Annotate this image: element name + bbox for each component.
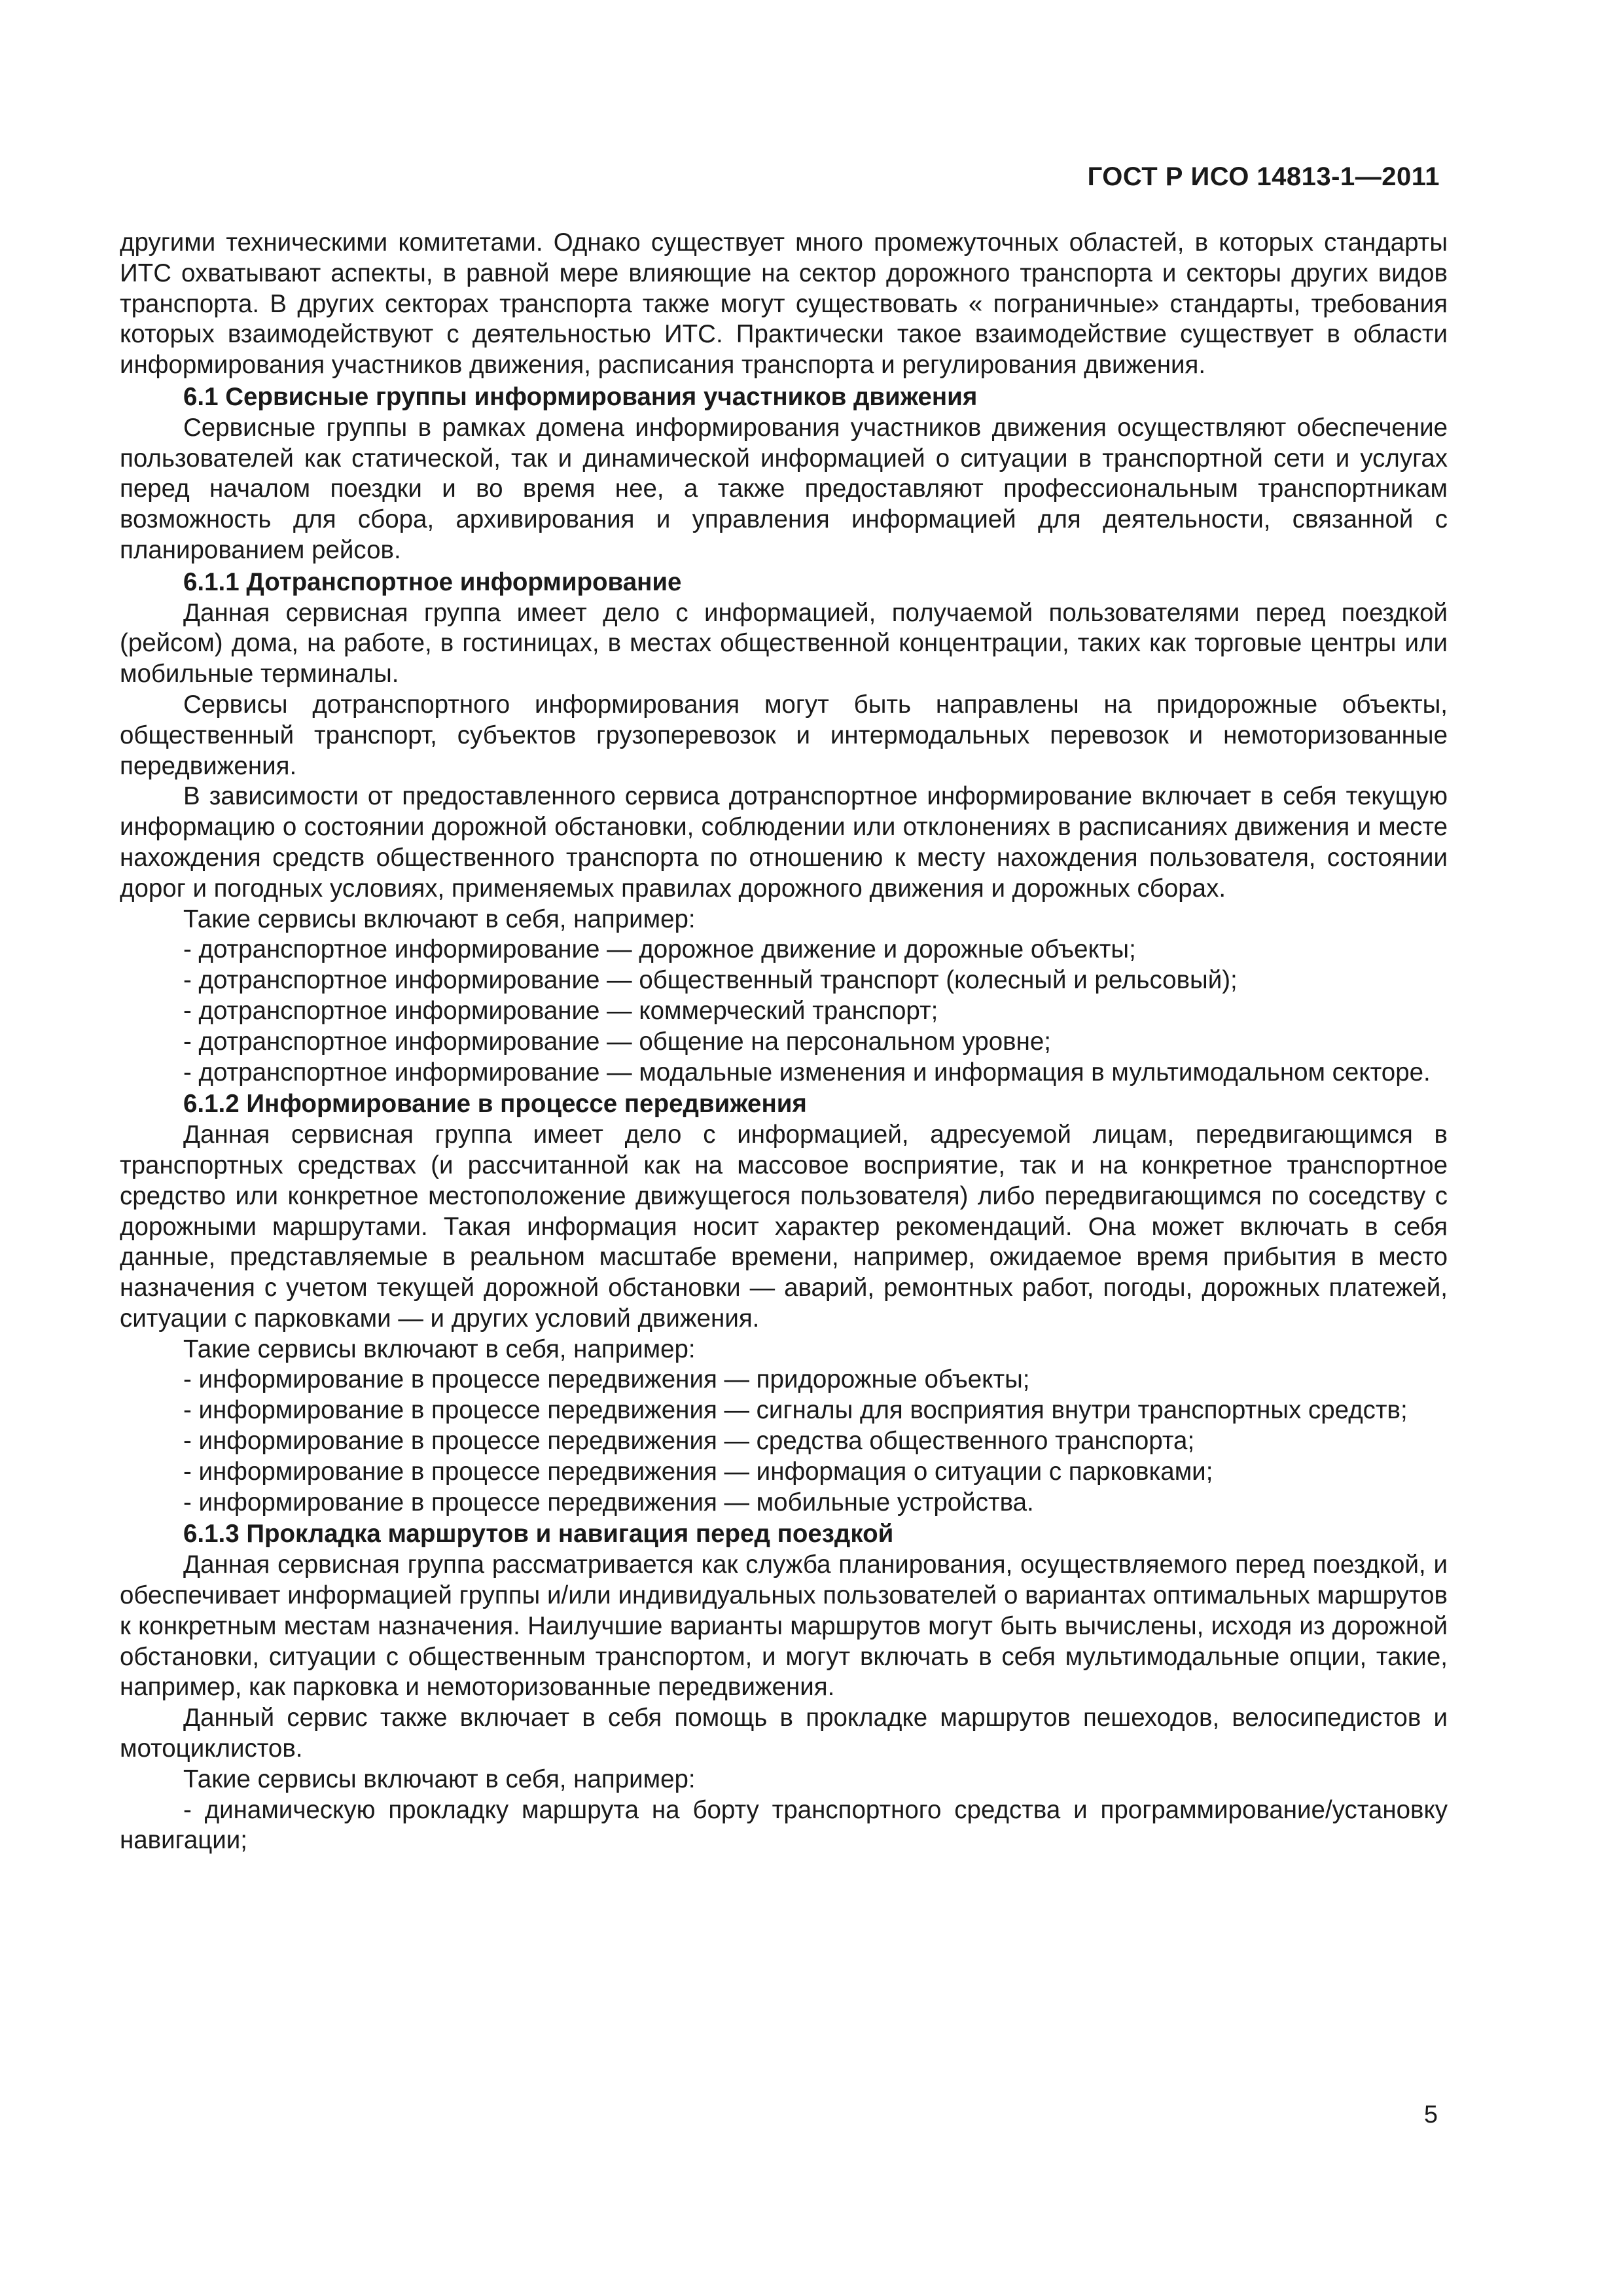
document-body — [120, 228, 1448, 1856]
list-item: - информирование в процессе передвижения — средства общественного транспорта; — [183, 1427, 1195, 1456]
list-item: - дотранспортное информирование — дорожное движение и дорожные объекты; — [183, 935, 1136, 964]
section-6-1-heading: 6.1 Сервисные группы информирования участников движения — [183, 382, 978, 411]
list-item: - динамическую прокладку маршрута на борту транспортного средства и программирование/установку навигации; — [120, 1795, 1448, 1855]
paragraph: Данный сервис также включает в себя помощь в прокладке маршрутов пешеходов, велосипедистов и мотоциклистов. — [120, 1704, 1448, 1763]
section-6-1-2-paragraph: Данная сервисная группа имеет дело с информацией, адресуемой лицам, передвигающимся в транспортных средствах (и рассчитанной как на массовое восприятие, так и на конкретное транспортное средство или конкретное местоположение движущегося пользователя) либо передвигающимся по соседству с дорожными маршрутами. Такая информация носит характер рекомендаций. Она может включать в себя данные, представляемые в реальном масштабе времени, например, ожидаемое время прибытия в место назначения с учетом текущей дорожной обстановки — аварий, ремонтных работ, погоды, дорожных платежей, ситуации с парковками — и других условий движения. — [120, 1121, 1448, 1333]
page-number: 5 — [1423, 2101, 1438, 2128]
list-item: - дотранспортное информирование — общение на персональном уровне; — [183, 1027, 1051, 1056]
paragraph: Данная сервисная группа рассматривается как служба планирования, осуществляемого перед поездкой, и обеспечивает информацией группы и/или индивидуальных пользователей о вариантах оптимальных маршрутов к конкретным местам назначения. Наилучшие варианты маршрутов могут быть вычислены, исходя из дорожной обстановки, ситуации с общественным транспортом, и могут включать в себя мультимодальные опции, такие, например, как парковка и немоторизованные передвижения. — [120, 1551, 1448, 1702]
paragraph: В зависимости от предоставленного сервиса дотранспортное информирование включает в себя текущую информацию о состоянии дорожной обстановки, соблюдении или отклонениях в расписаниях движения и месте нахождения средств общественного транспорта по отношению к месту нахождения пользователя, состоянии дорог и погодных условиях, применяемых правилах дорожного движения и дорожных сборах. — [120, 782, 1448, 903]
list-item: - информирование в процессе передвижения — придорожные объекты; — [183, 1365, 1030, 1394]
list-item: - дотранспортное информирование — коммерческий транспорт; — [183, 996, 938, 1025]
list-intro: Такие сервисы включают в себя, например: — [183, 905, 696, 933]
section-6-1-2-heading: 6.1.2 Информирование в процессе передвижения — [183, 1090, 807, 1119]
section-6-1-3-heading: 6.1.3 Прокладка маршрутов и навигация перед поездкой — [183, 1520, 894, 1549]
list-item: - информирование в процессе передвижения — информация о ситуации с парковками; — [183, 1457, 1213, 1486]
section-6-1-paragraph: Сервисные группы в рамках домена информирования участников движения осуществляют обеспечение пользователей как статической, так и динамической информацией о ситуации в транспортной сети и услугах перед началом поездки и во время нее, а также предоставляют профессиональным транспортникам возможность для сбора, архивирования и управления информацией для деятельности, связанной с планированием рейсов. — [120, 413, 1448, 564]
list-intro: Такие сервисы включают в себя, например: — [183, 1335, 696, 1363]
list-item: - дотранспортное информирование — общественный транспорт (колесный и рельсовый); — [183, 966, 1238, 995]
list-item: - дотранспортное информирование — модальные изменения и информация в мультимодальном секторе. — [183, 1058, 1431, 1086]
section-6-1-1-heading: 6.1.1 Дотранспортное информирование — [183, 567, 682, 596]
document-code: ГОСТ Р ИСО 14813-1—2011 — [1087, 162, 1440, 191]
list-item: - информирование в процессе передвижения — сигналы для восприятия внутри транспортных средств; — [183, 1396, 1408, 1425]
paragraph: Сервисы дотранспортного информирования могут быть направлены на придорожные объекты, общественный транспорт, субъектов грузоперевозок и интермодальных перевозок и немоторизованные передвижения. — [120, 690, 1448, 780]
list-intro: Такие сервисы включают в себя, например: — [183, 1765, 696, 1793]
intro-paragraph: другими техническими комитетами. Однако существует много промежуточных областей, в которых стандарты ИТС охватывают аспекты, в равной мере влияющие на сектор дорожного транспорта и секторы других видов транспорта. В других секторах транспорта также могут существовать « пограничные» стандарты, требования которых взаимодействуют с деятельностью ИТС. Практически такое взаимодействие существует в области информирования участников движения, расписания транспорта и регулирования движения. — [120, 228, 1448, 380]
list-item: - информирование в процессе передвижения — мобильные устройства. — [183, 1488, 1034, 1516]
paragraph: Данная сервисная группа имеет дело с информацией, получаемой пользователями перед поездкой (рейсом) дома, на работе, в гостиницах, в местах общественной концентрации, таких как торговые центры или мобильные терминалы. — [120, 598, 1448, 689]
